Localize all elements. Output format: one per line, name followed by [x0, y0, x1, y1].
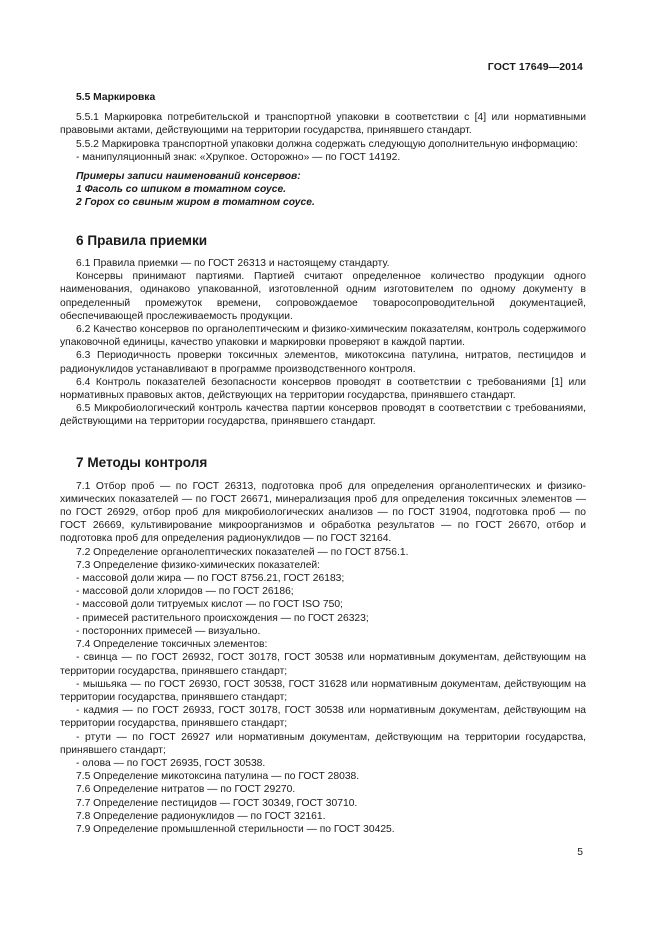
- examples-title: Примеры записи наименований консервов:: [76, 171, 301, 183]
- list-item-tin: - олова — по ГОСТ 26935, ГОСТ 30538.: [76, 757, 266, 769]
- list-item-handling-mark: - манипуляционный знак: «Хрупкое. Осторожно» — по ГОСТ 14192.: [76, 151, 401, 163]
- paragraph-7-5: 7.5 Определение микотоксина патулина — по ГОСТ 28038.: [76, 771, 360, 783]
- list-item-acids: - массовой доли титруемых кислот — по ГОСТ ISO 750;: [76, 599, 343, 611]
- list-item-cadmium: - кадмия — по ГОСТ 26933, ГОСТ 30178, ГОСТ 30538 или нормативным документам, действующим на территории государства, принявшего стандарт;: [60, 705, 586, 730]
- heading-section-7: 7 Методы контроля: [76, 454, 208, 470]
- paragraph-6-2: 6.2 Качество консервов по органолептическим и физико-химическим показателям, контроль содержимого упаковочной единицы, качество упаковки и маркировки проверяют в каждой партии.: [60, 324, 586, 349]
- list-item-foreign-impurities: - посторонних примесей — визуально.: [76, 625, 261, 637]
- list-item-plant-impurities: - примесей растительного происхождения — по ГОСТ 26323;: [76, 612, 369, 624]
- paragraph-6-1-lot: Консервы принимают партиями. Партией считают определенное количество продукции одного наименования, одинаково упакованной, изготовленной одним изготовителем по одному документу в определенный промежуток времени, сопровождаемое товаросопроводительной документацией, обеспечивающей прослеживаемость продукции.: [60, 271, 586, 322]
- paragraph-5-5-2: 5.5.2 Маркировка транспортной упаковки должна содержать следующую дополнительную информацию:: [76, 138, 578, 150]
- heading-5-5: 5.5 Маркировка: [76, 92, 156, 103]
- paragraph-7-8: 7.8 Определение радионуклидов — по ГОСТ 32161.: [76, 810, 326, 822]
- paragraph-6-3: 6.3 Периодичность проверки токсичных элементов, микотоксина патулина, нитратов, пестицидов и радионуклидов устанавливают в программе производственного контроля.: [60, 350, 586, 375]
- page-number: 5: [577, 847, 583, 858]
- paragraph-7-1: 7.1 Отбор проб — по ГОСТ 26313, подготовка проб для определения органолептических и физико-химических показателей — по ГОСТ 26671, минерализация проб для определения токсичных элементов — по ГОСТ 26929, отбор проб для микробиологических анализов — по ГОСТ 31904, подготовка проб — по ГОСТ 26669, культивирование микроорганизмов и обработка результатов — по ГОСТ 26670, отбор и подготовка проб для определения радионуклидов — по ГОСТ 32164.: [60, 480, 586, 545]
- paragraph-6-5: 6.5 Микробиологический контроль качества партии консервов проводят в соответствии с требованиями, действующими на территории государства, принявшего стандарт.: [60, 403, 586, 428]
- list-item-lead: - свинца — по ГОСТ 26932, ГОСТ 30178, ГОСТ 30538 или нормативным документам, действующим на территории государства, принявшего стандарт;: [60, 652, 586, 677]
- paragraph-7-7: 7.7 Определение пестицидов — ГОСТ 30349, ГОСТ 30710.: [76, 797, 358, 809]
- example-2: 2 Горох со свиным жиром в томатном соусе.: [76, 197, 315, 209]
- page-content: [60, 88, 586, 836]
- paragraph-5-5-1: 5.5.1 Маркировка потребительской и транспортной упаковки в соответствии с [4] или нормативными правовыми актами, действующими на территории государства, принявшего стандарт.: [60, 112, 586, 137]
- standard-designation: ГОСТ 17649—2014: [487, 61, 583, 73]
- paragraph-7-6: 7.6 Определение нитратов — по ГОСТ 29270.: [76, 784, 296, 796]
- list-item-chlorides: - массовой доли хлоридов — по ГОСТ 26186;: [76, 586, 294, 598]
- paragraph-7-3: 7.3 Определение физико-химических показателей:: [76, 559, 321, 571]
- paragraph-6-4: 6.4 Контроль показателей безопасности консервов проводят в соответствии с требованиями [1] или нормативных правовых актов, действующих на территории государства, принявшего стандарт.: [60, 376, 586, 402]
- paragraph-7-4: 7.4 Определение токсичных элементов:: [76, 639, 268, 651]
- paragraph-7-2: 7.2 Определение органолептических показателей — по ГОСТ 8756.1.: [76, 546, 409, 558]
- list-item-arsenic: - мышьяка — по ГОСТ 26930, ГОСТ 30538, ГОСТ 31628 или нормативным документам, действующим на территории государства, принявшего стандарт;: [60, 678, 586, 703]
- list-item-fat: - массовой доли жира — по ГОСТ 8756.21, ГОСТ 26183;: [76, 573, 345, 585]
- list-item-mercury: - ртути — по ГОСТ 26927 или нормативным документам, действующим на территории государства, принявшего стандарт;: [60, 731, 586, 756]
- example-1: 1 Фасоль со шпиком в томатном соусе.: [76, 184, 287, 196]
- heading-section-6: 6 Правила приемки: [76, 233, 208, 249]
- paragraph-6-1: 6.1 Правила приемки — по ГОСТ 26313 и настоящему стандарту.: [76, 258, 390, 270]
- paragraph-7-9: 7.9 Определение промышленной стерильности — по ГОСТ 30425.: [76, 823, 395, 835]
